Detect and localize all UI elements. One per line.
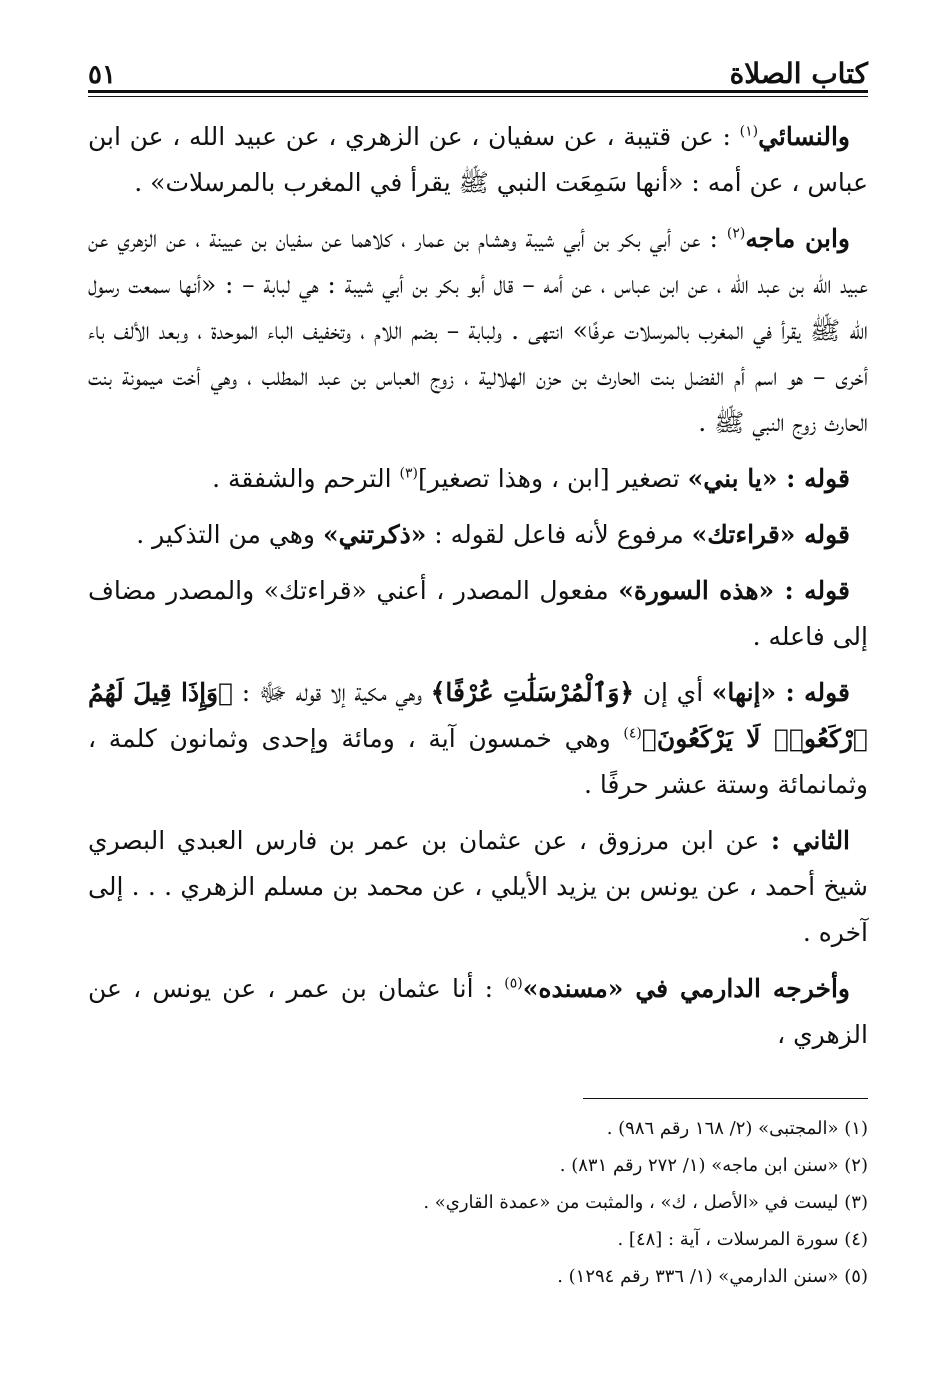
paragraph-lead: قوله : «إنها» bbox=[711, 678, 850, 707]
paragraph-lead: الثاني : bbox=[770, 826, 851, 855]
footnote-ref: (٣) bbox=[399, 465, 418, 482]
footnote-ref: (١) bbox=[739, 123, 759, 140]
paragraph-lead: وأخرجه الدارمي في «مسنده» bbox=[522, 974, 850, 1003]
paragraph-innaha bbox=[88, 670, 868, 808]
paragraph-ya-bunayya bbox=[88, 456, 868, 502]
paragraph-nasai bbox=[88, 114, 868, 206]
paragraph-text: : عن قتيبة ، عن سفيان ، عن الزهري ، عن عبيد الله ، عن ابن عباس ، عن أمه : «أنها سَمِعَت النبي ﷺ يقرأ في المغرب بالمرسلات» . bbox=[88, 122, 868, 197]
footnote-item: (٣) ليست في «الأصل ، ك» ، والمثبت من «عمدة القاري» . bbox=[423, 1192, 868, 1213]
footnote-separator bbox=[583, 1098, 868, 1099]
paragraph-ibn-majah bbox=[88, 216, 868, 446]
paragraph-text: مفعول المصدر ، أعني «قراءتك» والمصدر مضاف إلى فاعله . bbox=[88, 576, 868, 651]
footnote-item: (٤) سورة المرسلات ، آية : [٤٨] . bbox=[617, 1229, 868, 1250]
footnote-ref: (٤) bbox=[623, 725, 642, 742]
paragraph-lead: قوله : «هذه السورة» bbox=[618, 576, 850, 605]
header-rule-thin bbox=[88, 96, 868, 97]
paragraph-lead: وابن ماجه bbox=[745, 224, 850, 253]
paragraph-text-continued: وهي مكية إلا قوله ﷻ : bbox=[233, 678, 431, 707]
paragraph-text: أي إن bbox=[634, 678, 712, 707]
footnote-ref: (٢) bbox=[726, 225, 746, 242]
paragraph-lead: والنسائي bbox=[758, 122, 850, 151]
paragraph-text: عن ابن مرزوق ، عن عثمان بن عمر بن فارس العبدي البصري شيخ أحمد ، عن يونس بن يزيد الأيلي ، عن محمد بن مسلم الزهري . . . إلى آخره . bbox=[88, 826, 868, 947]
header-rule-thick bbox=[88, 90, 868, 93]
paragraph-hadhihi-al-surah bbox=[88, 568, 868, 660]
paragraph-lead: قوله «قراءتك» bbox=[691, 520, 850, 549]
page-header bbox=[88, 40, 868, 90]
paragraph-text: تصغير [ابن ، وهذا تصغير] bbox=[417, 464, 688, 493]
paragraph-darimi bbox=[88, 966, 868, 1058]
paragraph-text: : أنا عثمان بن عمر ، عن يونس ، عن الزهري ، bbox=[88, 974, 868, 1049]
paragraph-al-thani bbox=[88, 818, 868, 956]
quoted-term: «ذكرتني» bbox=[322, 520, 427, 549]
footnote-item: (١) «المجتبى» (٢/ ١٦٨ رقم ٩٨٦) . bbox=[606, 1118, 868, 1139]
paragraph-text-continued: وهي من التذكير . bbox=[136, 520, 323, 549]
main-text bbox=[88, 114, 868, 1068]
footnote-item: (٥) «سنن الدارمي» (١/ ٣٣٦ رقم ١٢٩٤) . bbox=[557, 1266, 868, 1287]
quran-verse: ﴿وَإِذَا قِيلَ لَهُمُ ٱرْكَعُوا۟ لَا يَرْكَعُونَ﴾ bbox=[88, 678, 868, 753]
footnote-ref: (٥) bbox=[504, 975, 523, 992]
paragraph-text-continued: وهي خمسون آية ، ومائة وإحدى وثمانون كلمة ، وثمانمائة وستة عشر حرفًا . bbox=[88, 724, 868, 799]
paragraph-qiraatuk bbox=[88, 512, 868, 558]
paragraph-lead: قوله : «يا بني» bbox=[687, 464, 850, 493]
paragraph-text: : عن أبي بكر بن أبي شيبة وهشام بن عمار ، كلاهما عن سفيان بن عيينة ، عن الزهري عن عبيد الله بن عبد الله ، عن ابن عباس ، عن أمه – قال أبو بكر بن أبي شيبة : هي لبابة – : «أنها سمعت رسول الله ﷺ يقرأ في المغرب بالمرسلات عرفًا» انتهى . ولبابة – بضم اللام ، وتخفيف الباء الموحدة ، وبعد الألف باء أخرى – هو اسم أم الفضل بنت الحارث بن حزن الهلالية ، زوج العباس بن عبد المطلب ، وهي أخت ميمونة بنت الحارث زوج النبي ﷺ . bbox=[88, 224, 868, 437]
paragraph-text-continued: الترحم والشفقة . bbox=[212, 464, 400, 493]
footnote-item: (٢) «سنن ابن ماجه» (١/ ٢٧٢ رقم ٨٣١) . bbox=[559, 1155, 868, 1176]
paragraph-text: مرفوع لأنه فاعل لقوله : bbox=[426, 520, 692, 549]
quran-verse: ﴿وَٱلْمُرْسَلَٰتِ عُرْفًا﴾ bbox=[430, 678, 635, 707]
page-number: ٥١ bbox=[88, 60, 116, 90]
footnotes bbox=[88, 1110, 868, 1295]
chapter-title: كتاب الصلاة bbox=[729, 57, 868, 90]
